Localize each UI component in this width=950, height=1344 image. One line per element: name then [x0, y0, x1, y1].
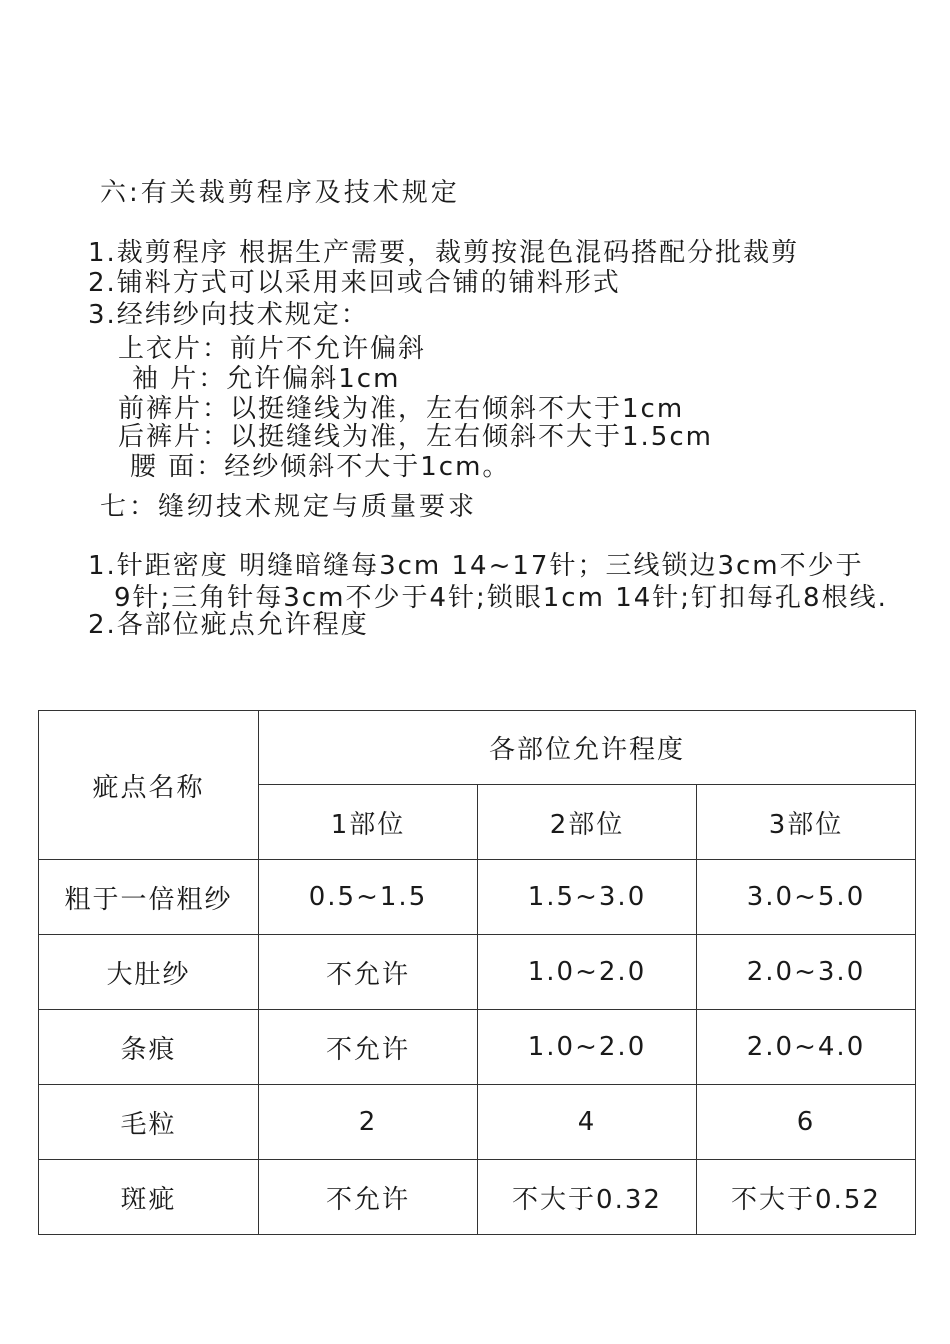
row-name-cell: 粗于一倍粗纱 [39, 860, 259, 935]
value-cell: 2.0~4.0 [697, 1010, 916, 1085]
section-6-sub-item-2: 袖 片：允许偏斜1cm [132, 364, 401, 394]
value-cell: 不大于0.52 [697, 1160, 916, 1235]
row-name-cell: 毛粒 [39, 1085, 259, 1160]
section-6-item-3: 3.经纬纱向技术规定： [88, 300, 369, 330]
value-cell: 1.5~3.0 [478, 860, 697, 935]
value-cell: 不允许 [259, 935, 478, 1010]
section-6-heading: 六:有关裁剪程序及技术规定 [100, 178, 460, 208]
value-cell: 1.0~2.0 [478, 1010, 697, 1085]
table-header-row [39, 711, 916, 785]
column-header-2: 2部位 [478, 785, 697, 860]
section-7-item-1-cont: 9针;三角针每3cm不少于4针;锁眼1cm 14针;钉扣每孔8根线. [114, 583, 888, 613]
table-row [39, 1010, 916, 1085]
section-6-sub-item-4: 后裤片：以挺缝线为准，左右倾斜不大于1.5cm [118, 422, 713, 452]
column-header-1: 1部位 [259, 785, 478, 860]
table-row [39, 1160, 916, 1235]
table-row [39, 1085, 916, 1160]
value-cell: 4 [478, 1085, 697, 1160]
value-cell: 2.0~3.0 [697, 935, 916, 1010]
section-6-sub-item-1: 上衣片：前片不允许偏斜 [118, 334, 427, 364]
section-6-sub-item-3: 前裤片：以挺缝线为准，左右倾斜不大于1cm [118, 394, 685, 424]
row-name-cell: 大肚纱 [39, 935, 259, 1010]
value-cell: 不大于0.32 [478, 1160, 697, 1235]
value-cell: 不允许 [259, 1160, 478, 1235]
value-cell: 2 [259, 1085, 478, 1160]
section-7-heading: 七：缝纫技术规定与质量要求 [100, 492, 478, 522]
value-cell: 0.5~1.5 [259, 860, 478, 935]
defect-tolerance-table [38, 710, 916, 1235]
section-6-item-2: 2.铺料方式可以采用来回或合铺的铺料形式 [88, 268, 621, 298]
corner-header-cell: 疵点名称 [39, 711, 259, 860]
section-7-item-2: 2.各部位疵点允许程度 [88, 610, 369, 640]
row-name-cell: 条痕 [39, 1010, 259, 1085]
column-header-3: 3部位 [697, 785, 916, 860]
value-cell: 3.0~5.0 [697, 860, 916, 935]
table-row [39, 935, 916, 1010]
section-6-sub-item-5: 腰 面：经纱倾斜不大于1cm。 [130, 452, 511, 482]
group-header-cell: 各部位允许程度 [259, 711, 916, 785]
table-row [39, 860, 916, 935]
section-7-item-1: 1.针距密度 明缝暗缝每3cm 14~17针；三线锁边3cm不少于 [88, 551, 864, 581]
value-cell: 不允许 [259, 1010, 478, 1085]
value-cell: 6 [697, 1085, 916, 1160]
value-cell: 1.0~2.0 [478, 935, 697, 1010]
section-6-item-1: 1.裁剪程序 根据生产需要，裁剪按混色混码搭配分批裁剪 [88, 238, 800, 268]
row-name-cell: 斑疵 [39, 1160, 259, 1235]
